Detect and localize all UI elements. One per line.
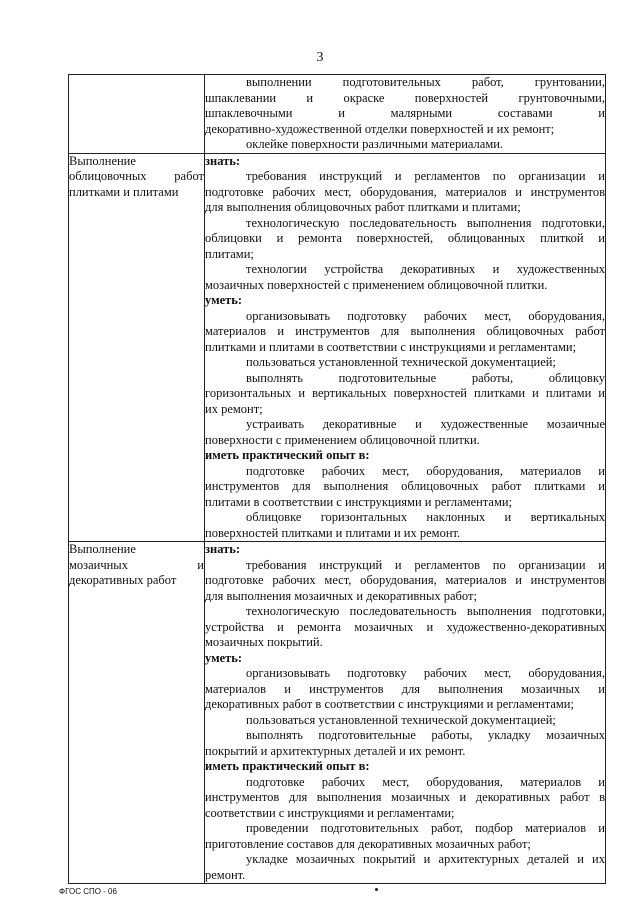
requirements-cell (205, 153, 606, 542)
requirements-cell (205, 542, 606, 884)
requirement-line: требования инструкций и регламентов по организации и (246, 169, 605, 183)
requirement-line: их ремонт; (205, 401, 263, 416)
requirement-line: покрытий и архитектурных деталей и их ремонт. (205, 743, 466, 758)
requirement-line: приготовление составов для декоративных мозаичных работ; (205, 836, 531, 851)
activity-line: Выполнение (69, 153, 136, 168)
section-label: уметь: (205, 650, 243, 665)
requirement-line: плитами; (205, 246, 254, 261)
activity-cell (69, 153, 205, 542)
requirement-line: декоративно-художественной отделки поверхностей и их ремонт; (205, 121, 555, 136)
requirement-line: инструментов для выполнения облицовочных работ плитками и (205, 479, 605, 493)
requirement-line: подготовке рабочих мест, оборудования, материалов и инструментов (205, 184, 605, 199)
activity-line: мозаичных и (69, 557, 204, 572)
requirement-line: организовывать подготовку рабочих мест, оборудования, (246, 308, 605, 323)
requirement-line: технологии устройства декоративных и художественных (246, 262, 605, 276)
requirement-line: для выполнения мозаичных и декоративных работ; (205, 588, 477, 603)
requirement-line: поверхности с применением облицовочной плитки. (205, 432, 480, 447)
requirement-line: соответствии с инструкциями и регламентами; (205, 805, 455, 820)
section-label: уметь: (205, 293, 243, 307)
requirement-line: шпаклевании и окраске поверхностей грунтовочными, (205, 90, 605, 105)
table-row (69, 153, 606, 542)
requirement-line: технологическую последовательность выполнения подготовки, (246, 604, 605, 618)
requirement-line: подготовке рабочих мест, оборудования, материалов и (246, 463, 605, 478)
requirement-line: подготовке рабочих мест, оборудования, материалов и инструментов (205, 573, 605, 587)
table-row (69, 542, 606, 884)
requirement-line: для выполнения облицовочных работ плитками и плитами; (205, 200, 521, 214)
requirement-line: облицовки и ремонта поверхностей, облицованных плиткой и (205, 231, 605, 245)
requirement-line: требования инструкций и регламентов по организации и (246, 557, 605, 572)
requirement-line: мозаичных поверхностей с применением облицовочной плитки. (205, 277, 548, 292)
requirement-line: устройства и ремонта мозаичных и художественно-декоративных (205, 619, 605, 634)
table-row (69, 75, 606, 154)
activity-cell (69, 542, 205, 884)
requirement-line: мозаичных покрытий. (205, 635, 323, 649)
section-label: знать: (205, 542, 241, 556)
requirement-line: пользоваться установленной технической документацией; (246, 355, 556, 369)
requirement-line: декоративных работ в соответствии с инструкциями и регламентами; (205, 697, 574, 711)
activity-line: декоративных работ (69, 573, 177, 587)
requirement-line: укладке мозаичных покрытий и архитектурных деталей и их (246, 852, 605, 866)
requirement-line: проведении подготовительных работ, подбор материалов и (246, 821, 605, 835)
requirement-line: инструментов для выполнения мозаичных и декоративных работ в (205, 790, 605, 804)
requirement-line: выполнять подготовительные работы, укладку мозаичных (246, 728, 605, 742)
requirement-line: материалов и инструментов для выполнения мозаичных и (205, 681, 605, 696)
requirement-line: выполнять подготовительные работы, облицовку (246, 370, 605, 385)
requirement-line: выполнении подготовительных работ, грунтовании, (246, 75, 605, 89)
requirement-line: шпаклевочными и малярными составами и (205, 106, 605, 120)
section-label: знать: (205, 153, 241, 168)
requirement-line: устраивать декоративные и художественные мозаичные (246, 417, 605, 431)
requirements-cell (205, 75, 606, 154)
requirement-line: организовывать подготовку рабочих мест, оборудования, (246, 666, 605, 680)
requirement-line: материалов и инструментов для выполнения облицовочных работ (205, 324, 605, 338)
requirement-line: плитами в соответствии с инструкциями и регламентами; (205, 494, 513, 509)
activity-line: облицовочных работ (69, 169, 204, 183)
footer-dot (375, 888, 378, 891)
requirement-line: пользоваться установленной технической документацией; (246, 712, 556, 727)
footer-code: ФГОС СПО - 06 (59, 887, 117, 896)
activity-cell (69, 75, 205, 154)
section-label: иметь практический опыт в: (205, 759, 370, 773)
requirement-line: технологическую последовательность выполнения подготовки, (246, 215, 605, 230)
requirement-line: оклейке поверхности различными материалами. (246, 137, 504, 151)
page-number: 3 (316, 50, 324, 65)
requirement-line: плитками и плитами в соответствии с инструкциями и регламентами; (205, 339, 577, 354)
activity-line: Выполнение (69, 542, 136, 556)
activity-line: плитками и плитами (69, 184, 179, 199)
requirement-line: облицовке горизонтальных наклонных и вертикальных (246, 510, 605, 524)
requirement-line: поверхностей плитками и плитами и их ремонт. (205, 525, 461, 540)
requirement-line: горизонтальных и вертикальных поверхностей плитками и плитами и (205, 386, 605, 400)
section-label: иметь практический опыт в: (205, 448, 370, 462)
requirement-line: ремонт. (205, 867, 246, 882)
competency-table (68, 74, 606, 884)
requirement-line: подготовке рабочих мест, оборудования, материалов и (246, 774, 605, 789)
